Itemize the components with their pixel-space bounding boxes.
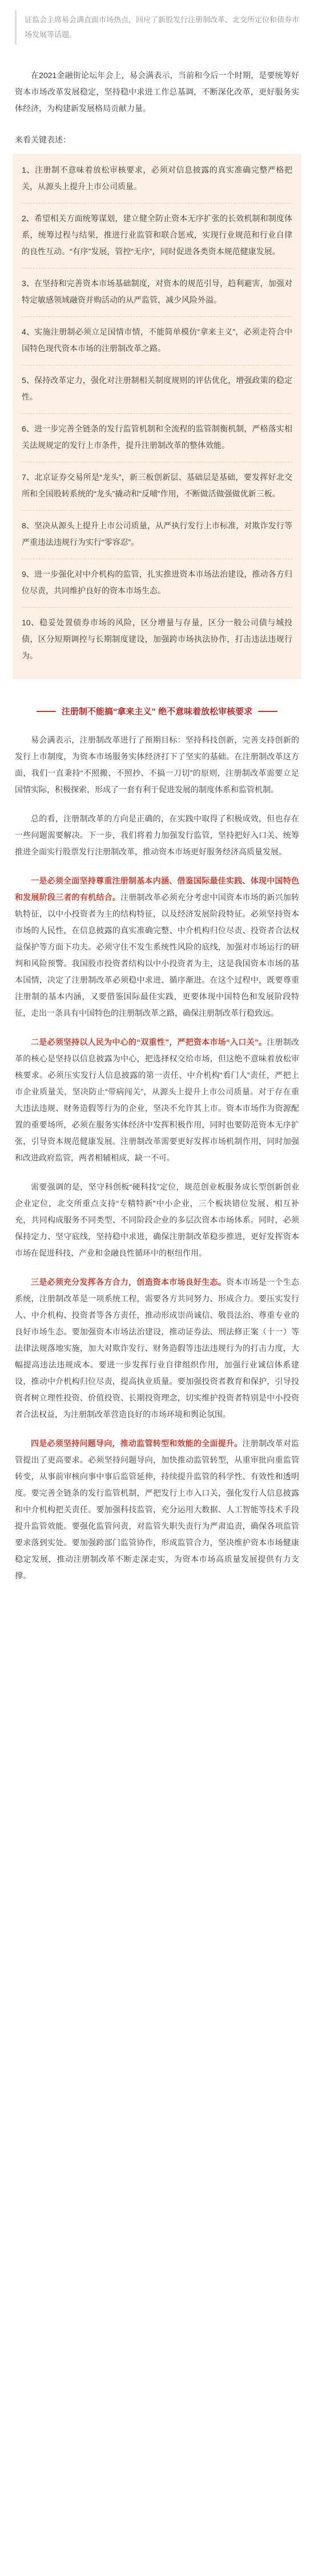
opening-paragraph: 在2021金融街论坛年会上，易会满表示，当前和今后一个时期，是要统筹好资本市场改革发展稳定，坚持稳中求进工作总基调，不断深化改革，更好服务实体经济，为构建新发展格局贡献力量。 [15,71,299,113]
callout-highlight: 一是必须全面坚持尊重注册制基本内涵、借鉴国际最佳实践、体现中国特色和发展阶段三者的有机结合。 [15,876,299,902]
callout-highlight: 四是必须坚持问题导向，推动监管转型和效能的全面提升。 [31,1439,243,1448]
key-point: 10、稳妥处置债券市场的风险，区分增量与存量，区分一般公司债与城投债，区分短期调控与长期制度建设，加强跨市场执法协作，打击违法违规行为。 [22,618,292,660]
intro-quote: 证监会主席易会满直面市场热点，回应了新股发行注册制改革、北交所定位和债券市场发展等话题。 [15,10,299,44]
callout-highlight: 二是必须坚持以人民为中心的“双重性”，严把资本市场“入口关”。 [31,1037,267,1047]
callout-paragraph-2 [15,1034,299,1166]
key-point: 4、实施注册制必须立足国情市情，不能简单模仿“拿来主义”，必须走符合中国特色现代资本市场的注册制改革之路。 [22,317,292,365]
callout-highlight: 三是必须充分发挥各方合力，创造资本市场良好生态。 [31,1277,226,1287]
key-point: 9、进一步强化对中介机构的监管，扎实推进资本市场法治建设，推动各方归位尽责，共同维护良好的资本市场生态。 [22,559,292,608]
title-decoration-right [258,711,277,712]
callout-body: 资本市场是一个生态系统，注册制改革是一项系统工程，需要各方共同努力、形成合力。要压实发行人、中介机构、投资者等各方责任，推动形成崇尚诚信、敬畏法治、尊重专业的良好市场生态。要加强资本市场法治建设，推动证券法、刑法修正案（十一）等法律法规落地实施，加大对欺诈发行、财务造假等违法违规行为的打击力度，大幅提高违法违规成本。要进一步发挥行业自律组织作用，加强行业诚信体系建设，推动中介机构归位尽责，提高执业质量。要加强投资者教育和保护，引导投资者树立理性投资、价值投资、长期投资理念，切实维护投资者特别是中小投资者合法权益，为注册制改革营造良好的市场环境和舆论氛围。 [15,1277,299,1419]
key-points-label: 来看关键表述： [15,135,71,144]
callout-body: 注册制改革对监管提出了更高要求。必须坚持问题导向，加快推动监管转型，从重审批向重监管转变，从事前审核向事中事后监管延伸，持续提升监管的科学性、有效性和透明度。要完善全链条的发行监管机制，严把发行上市入口关，强化发行人信息披露和中介机构把关责任。要加强科技监管，充分运用大数据、人工智能等技术手段提升监管效能。要强化监管问责，对监管失职失责行为严肃追责，确保各项监管要求落到实处。要加强跨部门监管协作，形成监管合力，坚决维护资本市场健康稳定发展，推动注册制改革不断走深走实，为资本市场高质量发展提供有力支撑。 [15,1439,299,1580]
key-point: 5、保持改革定力，强化对注册制相关制度规则的评估优化，增强政策的稳定性。 [22,365,292,414]
callout-paragraph-1 [15,873,299,1022]
key-point: 7、北京证券交易所是“龙头”，新三板创新层、基础层是基础，要发挥好北交所和全国股转系统的“龙头”撬动和“反哺”作用，不断做活做强做优新三板。 [22,462,292,511]
title-decoration-left [37,711,56,712]
key-point: 3、在坚持和完善资本市场基础制度，对资本的规范引导，趋利避害，加强对特定敏感领域融资并购活动的从严监管，减少风险外溢。 [22,268,292,317]
callout-paragraph-3 [15,1274,299,1423]
key-point: 2、希望相关方面统筹谋划，建立健全防止资本无序扩张的长效机制和制度体系，统筹过程与结果，推进行业监管和联合惩戒，实现行业规范和行业自律的良性互动。“有序”发展，管控“无序”，同时促进各类资本规范健康发展。 [22,204,292,268]
body-paragraph: 总的看，注册制改革的方向是正确的，在实践中取得了积极成效，但也存在一些问题需要解决。下一步，我们将着力加强发行监管，坚持把好入口关、统筹推进全面实行股票发行注册制改革，推动资本市场更好服务经济高质量发展。 [15,814,299,856]
key-point: 8、坚决从源头上提升上市公司质量，从严执行发行上市标准，对欺诈发行等严重违法违规行为实行“零容忍”。 [22,511,292,559]
key-point: 1、注册制不意味着放松审核要求，必须对信息披露的真实准确完整严格把关，从源头上提升上市公司质量。 [22,160,292,204]
key-points-box [13,154,301,679]
callout-paragraph-4 [15,1435,299,1584]
callout-body: 注册制改革必须充分考虑中国资本市场的新兴加转轨特征，以中小投资者为主的结构特征，以及经济发展阶段特征。必须坚持资本市场的人民性，在信息披露的真实准确完整、中介机构归位尽责、投资者合法权益保护等方面下功夫。必须守住不发生系统性风险的底线，加强对市场运行的研判和风险预警。我国股市投资者结构以中小投资者为主，这是我国资本市场的基本国情，决定了注册制改革必须稳中求进、循序渐进。在这个过程中，既要尊重注册制的基本内涵，又要借鉴国际最佳实践，更要体现中国特色和发展阶段特征，走出一条具有中国特色的注册制改革之路，确保注册制改革行稳致远。 [15,893,300,1018]
body-paragraph: 易会满表示，注册制改革进行了预期目标：坚持科技创新，完善支持创新的发行上市制度，为资本市场服务实体经济打下了坚实的基础。在注册制改革这方面，我们一直秉持“不照搬、不照抄、不搞一刀切”的原则，注册制改革需要立足国情实际，积极探索，形成了一套有利于促进发展的制度体系和监管机制。 [15,735,299,794]
body-paragraph: 需要强调的是，坚守科创板“硬科技”定位，规范创业板服务成长型创新创业企业定位，北交所重点支持“专精特新”中小企业，三个板块错位发展、相互补充，共同构成服务不同类型、不同阶段企业的多层次资本市场体系。同时，必须保持定力、坚守底线，坚持稳中求进，确保注册制改革稳步推进，更好发挥资本市场在促进科技、产业和金融良性循环中的枢纽作用。 [15,1182,299,1258]
section-title-text: 注册制不能搞“拿来主义” 绝不意味着放松审核要求 [61,707,253,717]
section-title [15,705,299,717]
key-point: 6、进一步完善全链条的发行监管机制和全流程的监管制衡机制，严格落实相关法规规定的发行上市条件，提升注册制改革的整体效能。 [22,414,292,462]
callout-body: 注册制改革的核心是坚持以信息披露为中心，把选择权交给市场，但这绝不意味着放松审核要求。必须压实发行人信息披露的第一责任、中介机构“看门人”责任，严把上市企业质量关，坚决防止“带病闯关”，从源头上提升上市公司质量。对于存在重大违法违规、财务造假等行为的企业，坚决不允许其上市。资本市场作为资源配置的重要场所，必须在服务实体经济中发挥积极作用，同时也要防范资本无序扩张，引导资本规范健康发展。注册制改革需要更好发挥市场机制作用，同时加强和改进政府监管，两者相辅相成、缺一不可。 [15,1037,300,1162]
